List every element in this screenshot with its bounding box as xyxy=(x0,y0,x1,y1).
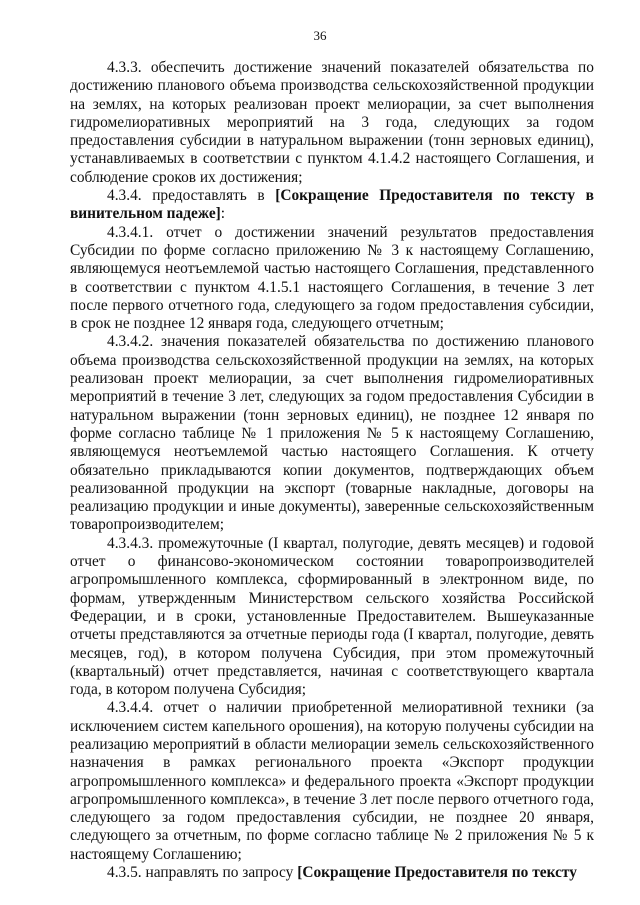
paragraph-4-3-4-4: 4.3.4.4. отчет о наличии приобретенной мелиоративной техники (за исключением систем капельного орошения), на которую получены субсидии на реализацию мероприятий в области мелиорации земель сельскохозяйственного назначения в рамках регионального проекта «Экспорт продукции агропромышленного комплекса» и федерального проекта «Экспорт продукции агропромышленного комплекса», в течение 3 лет после первого отчетного года, следующего за годом предоставления субсидии, не позднее 20 января, следующего за отчетным, по форме согласно таблице № 2 приложения № 5 к настоящему Соглашению; xyxy=(70,699,594,863)
paragraph-4-3-4-1: 4.3.4.1. отчет о достижении значений результатов предоставления Субсидии по форме согласно приложению № 3 к настоящему Соглашению, являющемуся неотъемлемой частью настоящего Соглашения, представленного в соответствии с пунктом 4.1.5.1 настоящего Соглашения, в течение 3 лет после первого отчетного года, следующего за годом предоставления субсидии, в срок не позднее 12 января года, следующего отчетным; xyxy=(70,223,594,333)
paragraph-4-3-5 xyxy=(70,864,594,882)
page-number: 36 xyxy=(313,28,327,43)
paragraph-4-3-4-colon: : xyxy=(220,205,226,223)
paragraph-4-3-4-2: 4.3.4.2. значения показателей обязательства по достижению планового объема производства сельскохозяйственной продукции на землях, на которых реализован проект мелиорации, за счет выполнения гидромелиоративных мероприятий в течение 3 лет, следующих за годом предоставления Субсидии в натуральном выражении (тонн зерновых единиц), не позднее 12 января по форме согласно таблице № 1 приложения № 5 к настоящему Соглашению, являющемуся неотъемлемой частью настоящего Соглашения. К отчету обязательно прикладываются копии документов, подтверждающих объем реализованной продукции на экспорт (товарные накладные, договоры на реализацию продукции и иные документы), заверенные сельскохозяйственным товаропроизводителем; xyxy=(70,333,594,534)
paragraph-4-3-4 xyxy=(70,187,594,224)
placeholder-provider-text: [Сокращение Предоставителя по тексту xyxy=(297,864,577,882)
paragraph-4-3-4-text: 4.3.4. предоставлять в xyxy=(107,187,276,205)
paragraph-4-3-3: 4.3.3. обеспечить достижение значений показателей обязательства по достижению планового объема производства сельскохозяйственной продукции на землях, на которых реализован проект мелиорации, за счет выполнения гидромелиоративных мероприятий на 3 года, следующих за годом предоставления субсидии в натуральном выражении (тонн зерновых единиц), устанавливаемых в соответствии с пунктом 4.1.4.2 настоящего Соглашения, и соблюдение сроков их достижения; xyxy=(70,59,594,186)
document-body xyxy=(70,59,594,882)
paragraph-4-3-4-3: 4.3.4.3. промежуточные (I квартал, полугодие, девять месяцев) и годовой отчет о финансово-экономическом состоянии товаропроизводителей агропромышленного комплекса, сформированный в электронном виде, по формам, утвержденным Министерством сельского хозяйства Российской Федерации, и в сроки, установленные Предоставителем. Вышеуказанные отчеты представляются за отчетные периоды года (I квартал, полугодие, девять месяцев, год), в котором получена Субсидия, при этом промежуточный (квартальный) отчет представляется, начиная с соответствующего квартала года, в котором получена Субсидия; xyxy=(70,534,594,699)
placeholder-provider-accusative: [Сокращение Предоставителя по тексту в винительном падеже] xyxy=(70,187,594,223)
paragraph-4-3-5-text: 4.3.5. направлять по запросу xyxy=(107,864,298,882)
